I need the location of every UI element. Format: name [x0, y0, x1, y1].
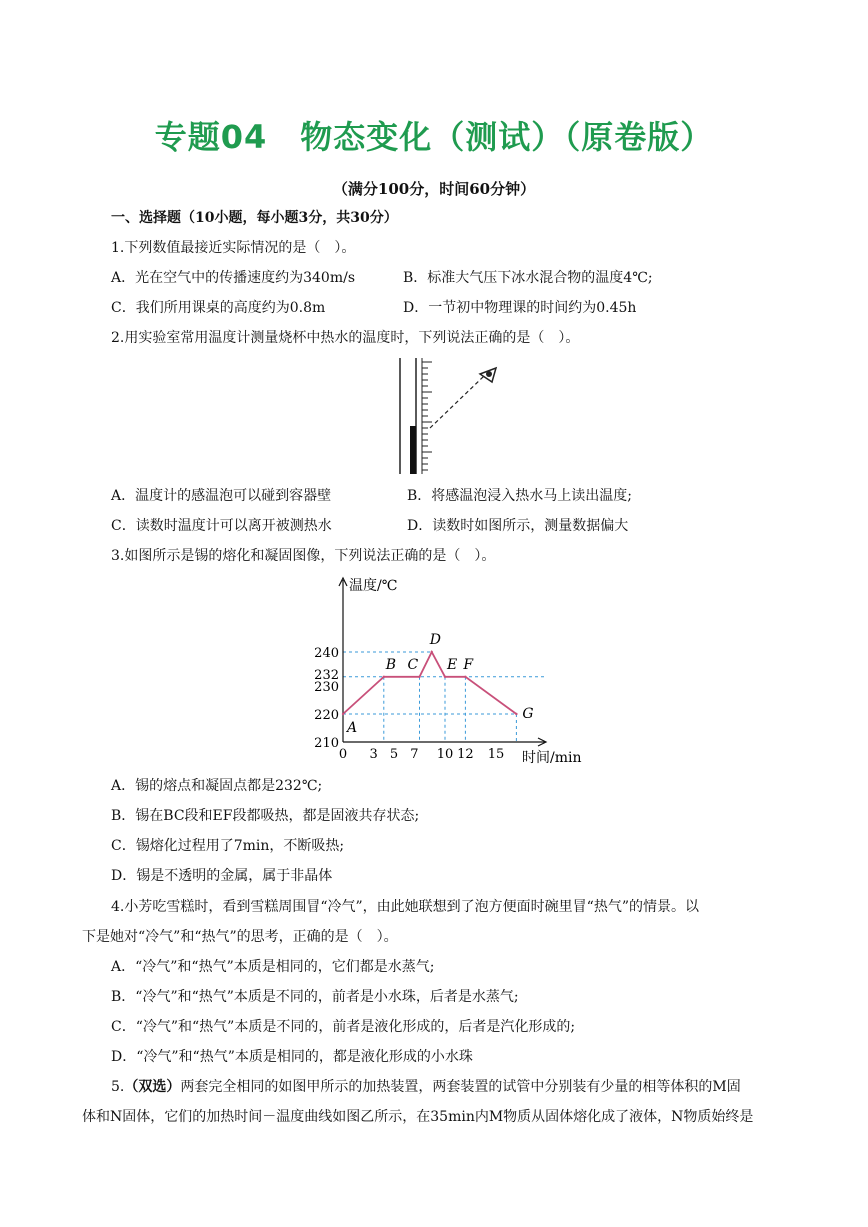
q2-option-d: D．读数时如图所示，测量数据偏大 [407, 518, 629, 534]
y-axis-label: 温度/℃ [349, 578, 398, 594]
y-tick-label: 230 [314, 680, 339, 695]
q4-option-c: C．“冷气”和“热气”本质是不同的，前者是液化形成的，后者是汽化形成的; [111, 1019, 576, 1035]
point-label-F: F [463, 656, 474, 673]
point-label-E: E [447, 656, 458, 673]
thermometer-figure [396, 356, 506, 478]
point-label-A: A [347, 720, 358, 736]
q4-option-b: B．“冷气”和“热气”本质是不同的，前者是小水珠，后者是水蒸气; [111, 989, 519, 1005]
q4-option-d: D．“冷气”和“热气”本质是相同的，都是液化形成的小水珠 [111, 1049, 473, 1065]
x-tick-label: 15 [487, 747, 505, 762]
q4-option-a: A．“冷气”和“热气”本质是相同的，它们都是水蒸气; [111, 959, 435, 975]
question-4-stem-1: 4.小芳吃雪糕时，看到雪糕周围冒“冷气”，由此她联想到了泡方便面时碗里冒“热气”的情景。以 [111, 899, 699, 915]
q2-option-b: B．将感温泡浸入热水马上读出温度; [407, 488, 633, 504]
q3-option-d: D．锡是不透明的金属，属于非晶体 [111, 868, 333, 884]
question-5-tag: （双选） [124, 1079, 181, 1095]
x-axis-label: 时间/min [522, 750, 582, 766]
q1-option-c: C．我们所用课桌的高度约为0.8m [111, 300, 326, 316]
data-series-line [343, 652, 516, 714]
data-point-B [383, 676, 385, 678]
data-point-C [418, 676, 420, 678]
point-label-C: C [407, 656, 419, 673]
question-3-stem: 3.如图所示是锡的熔化和凝固图像，下列说法正确的是（ ）。 [111, 548, 496, 564]
point-label-B: B [385, 656, 397, 673]
question-2-stem: 2.用实验室常用温度计测量烧杯中热水的温度时，下列说法正确的是（ ）。 [111, 330, 580, 346]
point-label-D: D [429, 632, 441, 648]
q3-option-b: B．锡在BC段和EF段都吸热，都是固液共存状态; [111, 808, 420, 824]
y-tick-label: 232 [314, 667, 339, 683]
question-5-stem-1 [111, 1077, 741, 1097]
y-tick-label: 240 [314, 646, 339, 661]
y-tick-label: 220 [314, 708, 339, 723]
question-1-stem: 1.下列数值最接近实际情况的是（ ）。 [111, 240, 356, 256]
x-tick-label: 7 [410, 747, 419, 762]
tin-melting-chart [300, 570, 590, 770]
q1-option-d: D．一节初中物理课的时间约为0.45h [403, 300, 637, 316]
y-tick-label: 210 [314, 736, 339, 751]
x-tick-label: 5 [389, 747, 399, 762]
data-point-F [464, 676, 466, 678]
page-title: 专题04 物态变化（测试）（原卷版） [154, 118, 714, 156]
q1-option-b: B．标准大气压下冰水混合物的温度4℃; [403, 270, 653, 286]
question-5-stem-2: 体和N固体，它们的加热时间－温度曲线如图乙所示，在35min内M物质从固体熔化成了液体，N物质始终是 [82, 1109, 754, 1125]
x-tick-label: 3 [369, 747, 378, 762]
q3-option-a: A．锡的熔点和凝固点都是232℃; [111, 778, 323, 794]
liquid-column [410, 426, 416, 474]
data-point-E [444, 676, 446, 678]
x-tick-label: 10 [436, 747, 454, 762]
section-heading: 一、选择题（10小题，每小题3分，共30分） [111, 210, 398, 226]
q2-option-a: A．温度计的感温泡可以碰到容器壁 [111, 488, 332, 504]
question-5-number: 5. [111, 1079, 125, 1095]
x-tick-label: 12 [457, 747, 474, 762]
q2-option-c: C．读数时温度计可以离开被测热水 [111, 518, 332, 534]
point-label-G: G [522, 706, 534, 722]
data-point-A [342, 713, 344, 715]
data-point-G [515, 713, 517, 715]
q3-option-c: C．锡熔化过程用了7min，不断吸热; [111, 838, 345, 854]
x-tick-label: 0 [338, 747, 348, 762]
question-4-stem-2: 下是她对“冷气”和“热气”的思考，正确的是（ ）。 [82, 929, 398, 945]
page-subtitle: （满分100分，时间60分钟） [332, 180, 536, 198]
q1-option-a: A．光在空气中的传播速度约为340m/s [111, 270, 356, 286]
question-5-text: 两套完全相同的如图甲所示的加热装置，两套装置的试管中分别装有少量的相等体积的M固 [180, 1079, 741, 1095]
data-point-D [431, 651, 433, 653]
